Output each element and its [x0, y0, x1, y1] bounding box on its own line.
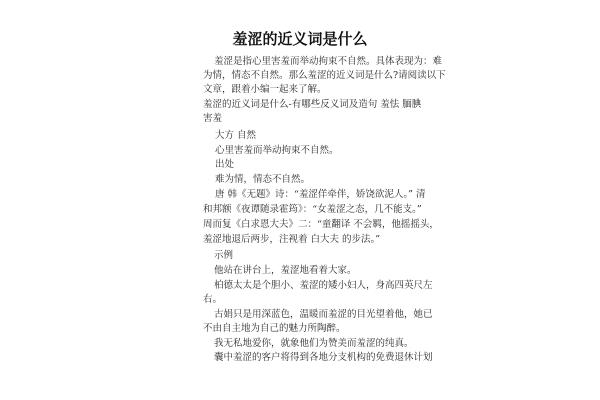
text-line: 羞涩地退后两步，注视着 白大夫 的步法。” — [203, 234, 381, 245]
text-line: 文章，跟着小编一起来了解。 — [203, 84, 327, 95]
text-line: 不由自主地为自己的魅力所陶醉。 — [203, 323, 346, 334]
text-line: 我无私地爱你，就象他们为赞美而羞涩的纯真。 — [214, 338, 414, 349]
text-line: 他站在讲台上，羞涩地看着大家。 — [214, 265, 357, 276]
text-line: 周而复《白求恩大夫》二：“童翻译 不会羁，他摇摇头， — [203, 219, 439, 230]
text-line: 大方 自然 — [215, 130, 257, 141]
text-line: 心里害羞而举动拘束不自然。 — [215, 145, 339, 156]
text-line: 古娟只是用深蓝色，温暖而羞涩的目光望着他，她已 — [214, 309, 433, 320]
text-line: 囊中羞涩的客户将得到各地分支机构的免费退休计划 — [214, 352, 433, 363]
text-line: 为情，情态不自然。那么羞涩的近义词是什么?请阅读以下 — [203, 70, 446, 81]
text-line: 和邦额《夜谭随录霍筠》：“女羞涩之态，几不能支。” — [203, 204, 422, 215]
text-line: 羞涩是指心里害羞而举动拘束不自然。具体表现为：难 — [214, 56, 443, 67]
text-line: 右。 — [203, 294, 223, 305]
text-line: 羞涩的近义词是什么-有哪些反义词及造句 羞怯 腼腆 — [203, 99, 422, 110]
page-title: 羞涩的近义词是什么 — [232, 30, 368, 48]
section-heading-examples: 示例 — [214, 250, 234, 261]
text-line: 唐 韩《无题》诗：“羞涩佯牵伴，娇饶欲泥人。” 清 — [215, 189, 426, 200]
text-line: 柏德太太是个胆小、羞涩的矮小妇人，身高四英尺左 — [214, 280, 433, 291]
text-line: 害羞 — [203, 113, 223, 124]
text-line: 难为情，情态不自然。 — [215, 174, 311, 185]
section-heading-source: 出处 — [215, 159, 235, 170]
